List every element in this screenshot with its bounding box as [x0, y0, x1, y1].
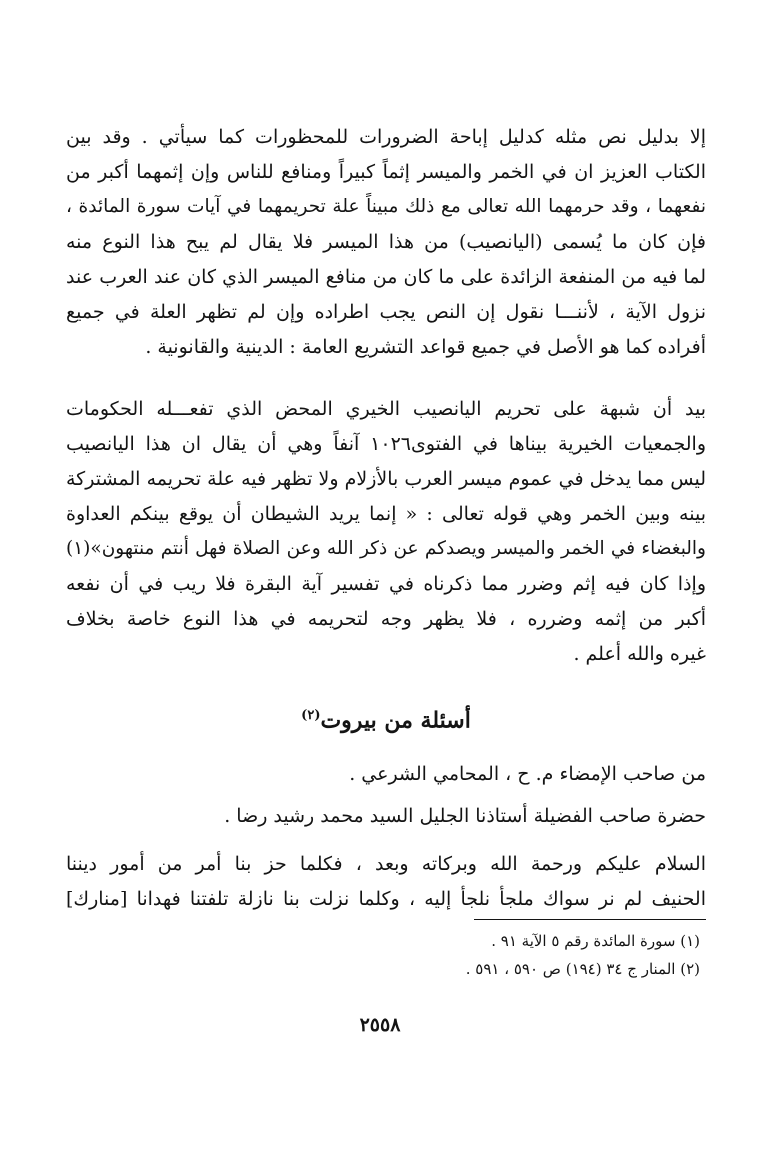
text-line: والجمعيات الخيرية بيناها في الفتوى١٠٢٦ آنفاً وهي أن يقال ان هذا اليانصيب: [66, 433, 706, 455]
text-line: الكتاب العزيز ان في الخمر والميسر إثماً كبيراً ومنافع للناس وإن إثمهما أكبر من: [66, 161, 706, 183]
text-line: نزول الآية ، لأننـــا نقول إن النص يجب اطراده وإن لم تظهر العلة في جميع: [66, 301, 706, 323]
text-line: أفراده كما هو الأصل في جميع قواعد التشريع العامة : الدينية والقانونية .: [145, 336, 706, 358]
text-line: بيد أن شبهة على تحريم اليانصيب الخيري المحض الذي تفعـــله الحكومات: [66, 398, 706, 420]
text-line: لما فيه من المنفعة الزائدة على ما كان من منافع الميسر الذي كان عند العرب عند: [66, 266, 706, 288]
text-line: السلام عليكم ورحمة الله وبركاته وبعد ، فكلما حز بنا أمر من أمور ديننا: [66, 853, 706, 875]
text-line: أكبر من إثمه وضرره ، فلا يظهر وجه لتحريمه في هذا النوع خاصة بخلاف: [66, 608, 706, 630]
section-title-text: أسئلة من بيروت: [320, 707, 471, 734]
text-line: ليس مما يدخل في عموم ميسر العرب بالأزلام ولا تظهر فيه علة تحريمه المشتركة: [66, 468, 706, 490]
footnote-separator: [474, 919, 706, 920]
section-title: [66, 698, 706, 738]
text-line: إلا بدليل نص مثله كدليل إباحة الضرورات للمحظورات كما سيأتي . وقد بين: [66, 126, 706, 148]
text-line: الحنيف لم نر سواك ملجأ نلجأ إليه ، وكلما نزلت بنا نازلة تلفتنا فهدانا [منارك]: [66, 888, 706, 910]
text-line: والبغضاء في الخمر والميسر ويصدكم عن ذكر الله وعن الصلاة فهل أنتم منتهون»(١): [66, 538, 706, 559]
text-line: غيره والله أعلم .: [573, 643, 706, 665]
page-number: ٢٥٥٨: [359, 1014, 401, 1036]
from-line: من صاحب الإمضاء م. ح ، المحامي الشرعي .: [349, 763, 706, 785]
address-line: حضرة صاحب الفضيلة أستاذنا الجليل السيد محمد رشيد رضا .: [224, 805, 706, 827]
footnote-1: (١) سورة المائدة رقم ٥ الآية ٩١ .: [491, 932, 700, 950]
text-line: وإذا كان فيه إثم وضرر مما ذكرناه في تفسير آية البقرة فلا ريب في أن نفعه: [66, 573, 706, 595]
text-line: بينه وبين الخمر وهي قوله تعالى : « إنما يريد الشيطان أن يوقع بينكم العداوة: [66, 503, 706, 525]
text-line: نفعهما ، وقد حرمهما الله تعالى مع ذلك مبيناً علة تحريمهما في آيات سورة المائدة ،: [66, 196, 706, 217]
footnote-marker: (٢): [301, 708, 321, 723]
text-line: فإن كان ما يُسمى (اليانصيب) من هذا الميسر فلا يقال لم يبح هذا النوع منه: [66, 231, 706, 253]
footnote-2: (٢) المنار ج ٣٤ (١٩٤) ص ٥٩٠ ، ٥٩١ .: [465, 960, 700, 978]
